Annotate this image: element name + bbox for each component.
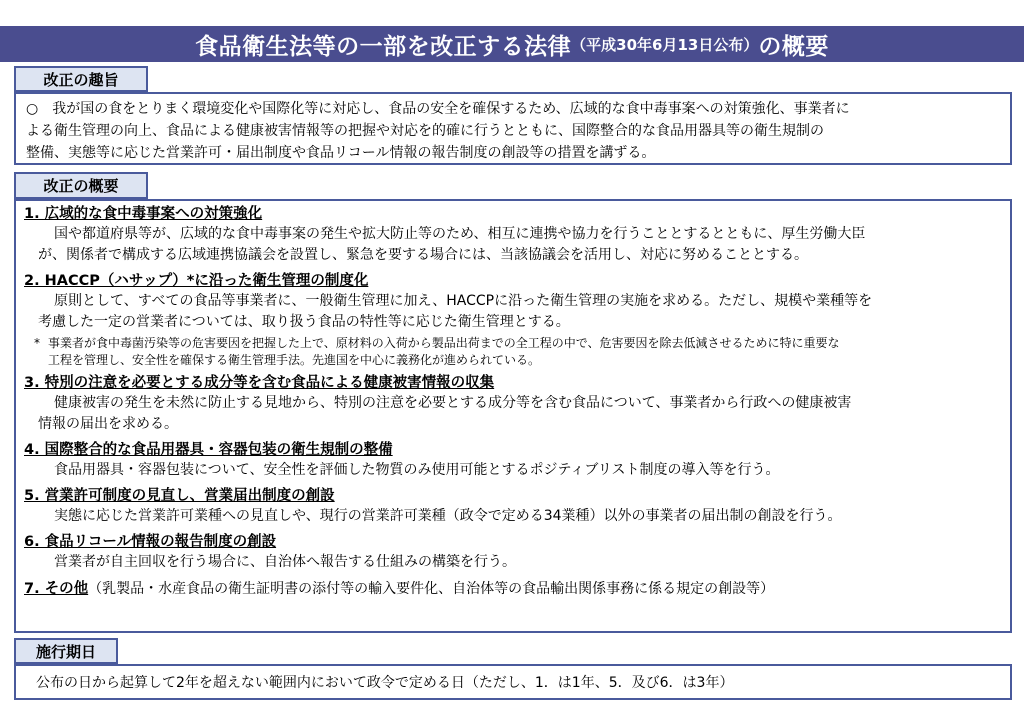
item-title: 7. その他 bbox=[24, 581, 89, 597]
item-line: 考慮した一定の営業者については、取り扱う食品の特性等に応じた衛生管理とする。 bbox=[38, 314, 570, 330]
effective-box bbox=[14, 664, 1012, 700]
purpose-label: 改正の趣旨 bbox=[14, 66, 148, 92]
page-subtitle: （平成30年6月13日公布） bbox=[571, 35, 759, 54]
item-line: 食品用器具・容器包装について、安全性を評価した物質のみ使用可能とするポジティブリスト制度の導入等を行う。 bbox=[54, 462, 780, 478]
item-line: 実態に応じた営業許可業種への見直しや、現行の営業許可業種（政令で定める34業種）以外の事業者の届出制の創設を行う。 bbox=[54, 508, 842, 524]
footnote-line: 事業者が食中毒菌汚染等の危害要因を把握した上で、原材料の入荷から製品出荷までの全工程の中で、危害要因を除去低減させるために特に重要な bbox=[48, 336, 840, 350]
footnote-mark: * bbox=[34, 336, 40, 350]
effective-label: 施行期日 bbox=[14, 638, 118, 664]
footnote-line: 工程を管理し、安全性を確保する衛生管理手法。先進国を中心に義務化が進められている。 bbox=[48, 353, 541, 367]
item-title: 2. HACCP（ハサップ）*に沿った衛生管理の制度化 bbox=[24, 273, 369, 289]
item-line: 営業者が自主回収を行う場合に、自治体へ報告する仕組みの構築を行う。 bbox=[54, 554, 516, 570]
item-title-suffix: （乳製品・水産食品の衛生証明書の添付等の輸入要件化、自治体等の食品輸出関係事務に係る規定の創設等） bbox=[88, 581, 775, 597]
purpose-line: ○ 我が国の食をとりまく環境変化や国際化等に対応し、食品の安全を確保するため、広域的な食中毒事案への対策強化、事業者に bbox=[26, 101, 850, 117]
overview-item-4 bbox=[24, 440, 1002, 481]
item-line: 情報の届出を求める。 bbox=[38, 416, 178, 432]
overview-item-2 bbox=[24, 271, 1002, 369]
page-title: 食品衛生法等の一部を改正する法律 bbox=[195, 33, 572, 60]
item-line: 健康被害の発生を未然に防止する見地から、特別の注意を必要とする成分等を含む食品について、事業者から行政への健康被害 bbox=[54, 395, 852, 411]
overview-item-6 bbox=[24, 532, 1002, 573]
effective-text: 公布の日から起算して2年を超えない範囲内において政令で定める日（ただし、1．は1年、5．及び6．は3年） bbox=[36, 675, 734, 691]
overview-label: 改正の概要 bbox=[14, 172, 148, 199]
overview-item-5 bbox=[24, 486, 1002, 527]
purpose-box bbox=[14, 92, 1012, 165]
haccp-footnote bbox=[24, 335, 1002, 369]
title-bar bbox=[0, 26, 1024, 62]
item-title: 5. 営業許可制度の見直し、営業届出制度の創設 bbox=[24, 488, 335, 504]
item-title: 3. 特別の注意を必要とする成分等を含む食品による健康被害情報の収集 bbox=[24, 375, 495, 391]
purpose-line: 整備、実態等に応じた営業許可・届出制度や食品リコール情報の報告制度の創設等の措置を講ずる。 bbox=[26, 145, 656, 161]
item-title: 6. 食品リコール情報の報告制度の創設 bbox=[24, 534, 277, 550]
page-title-suffix: の概要 bbox=[758, 33, 829, 60]
item-line: 国や都道府県等が、広域的な食中毒事案の発生や拡大防止等のため、相互に連携や協力を行うこととするとともに、厚生労働大臣 bbox=[54, 226, 866, 242]
overview-item-7 bbox=[24, 578, 1002, 599]
overview-item-3 bbox=[24, 373, 1002, 435]
item-title: 4. 国際整合的な食品用器具・容器包装の衛生規制の整備 bbox=[24, 442, 393, 458]
item-line: が、関係者で構成する広域連携協議会を設置し、緊急を要する場合には、当該協議会を活用し、対応に努めることとする。 bbox=[38, 247, 808, 263]
item-title: 1. 広域的な食中毒事案への対策強化 bbox=[24, 206, 263, 222]
purpose-line: よる衛生管理の向上、食品による健康被害情報等の把握や対応を的確に行うとともに、国際整合的な食品用器具等の衛生規制の bbox=[26, 123, 824, 139]
item-line: 原則として、すべての食品等事業者に、一般衛生管理に加え、HACCPに沿った衛生管理の実施を求める。ただし、規模や業種等を bbox=[54, 293, 873, 309]
overview-item-1 bbox=[24, 204, 1002, 266]
overview-box bbox=[14, 199, 1012, 633]
